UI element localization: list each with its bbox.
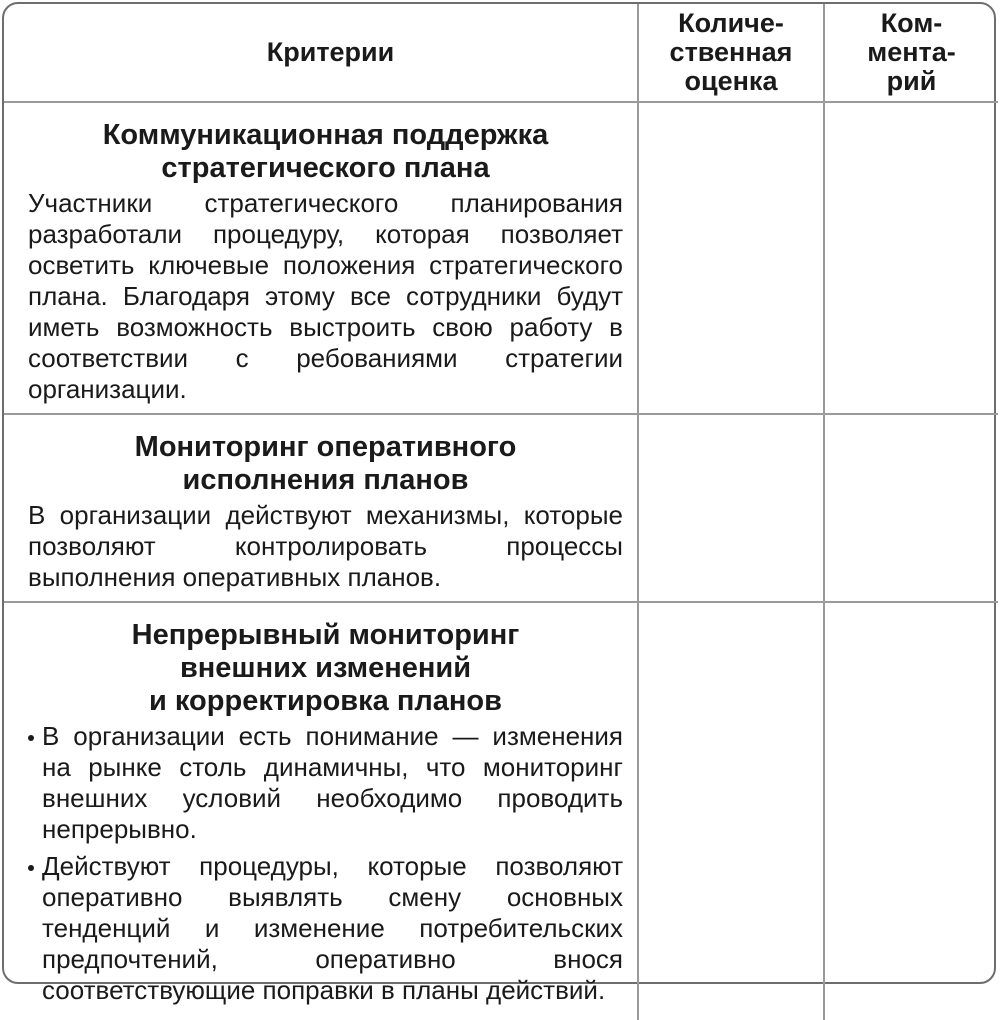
section-title-line: внешних изменений	[179, 652, 472, 684]
comment-cell[interactable]	[824, 414, 998, 602]
comment-cell[interactable]	[824, 102, 998, 414]
list-item	[28, 721, 623, 845]
header-comment	[824, 4, 998, 102]
section-title-line: исполнения планов	[182, 464, 469, 496]
section-title	[28, 619, 623, 718]
section-title-line: стратегического плана	[161, 152, 490, 184]
section-text: Участники стратегического планирования разработали процедуру, которая позволяет осветить ключевые положения стратегического плана. Благодаря этому все сотрудники будут иметь возможность выстроить свою работу в соответствии с ребованиями стратегии организации.	[28, 188, 623, 404]
bullet-icon	[28, 865, 34, 871]
score-cell[interactable]	[638, 602, 824, 1020]
section-title	[28, 119, 623, 185]
table-row	[4, 602, 998, 1020]
section-text: В организации действуют механизмы, которые позволяют контролировать процессы выполнения оперативных планов.	[28, 500, 623, 592]
list-item-text: Действуют процедуры, которые позволяют оперативно выявлять смену основных тенденций и изменение потребительских предпочтений, оперативно внося соответствующие поправки в планы действий.	[42, 851, 623, 1005]
section-title-line: и корректировка планов	[149, 685, 502, 717]
score-cell[interactable]	[638, 414, 824, 602]
table-row	[4, 102, 998, 414]
criteria-table	[4, 4, 998, 1020]
header-row	[4, 4, 998, 102]
header-comment-line: Ком-	[880, 8, 943, 38]
header-score	[638, 4, 824, 102]
header-criteria	[4, 4, 638, 102]
header-comment-line: мента-	[867, 37, 956, 67]
header-score-line: Количе-	[678, 8, 784, 38]
comment-cell[interactable]	[824, 602, 998, 1020]
criteria-cell	[4, 414, 638, 602]
section-title	[28, 431, 623, 497]
header-comment-line: рий	[886, 66, 937, 96]
section-title-line: Мониторинг оперативного	[134, 431, 517, 463]
header-score-line: оценка	[684, 66, 778, 96]
score-cell[interactable]	[638, 102, 824, 414]
bullet-icon	[28, 735, 34, 741]
table-row	[4, 414, 998, 602]
section-title-line: Коммуникационная поддержка	[102, 119, 549, 151]
criteria-table-frame	[2, 2, 996, 1005]
criteria-cell	[4, 102, 638, 414]
section-title-line: Непрерывный мониторинг	[131, 619, 520, 651]
list-item	[28, 851, 623, 1006]
header-criteria-label: Критерии	[266, 37, 395, 67]
header-score-line: ственная	[669, 37, 793, 67]
list-item-text: В организации есть понимание — изменения на рынке столь динамичны, что мониторинг внешних условий необходимо проводить непрерывно.	[42, 721, 623, 844]
criteria-cell	[4, 602, 638, 1020]
